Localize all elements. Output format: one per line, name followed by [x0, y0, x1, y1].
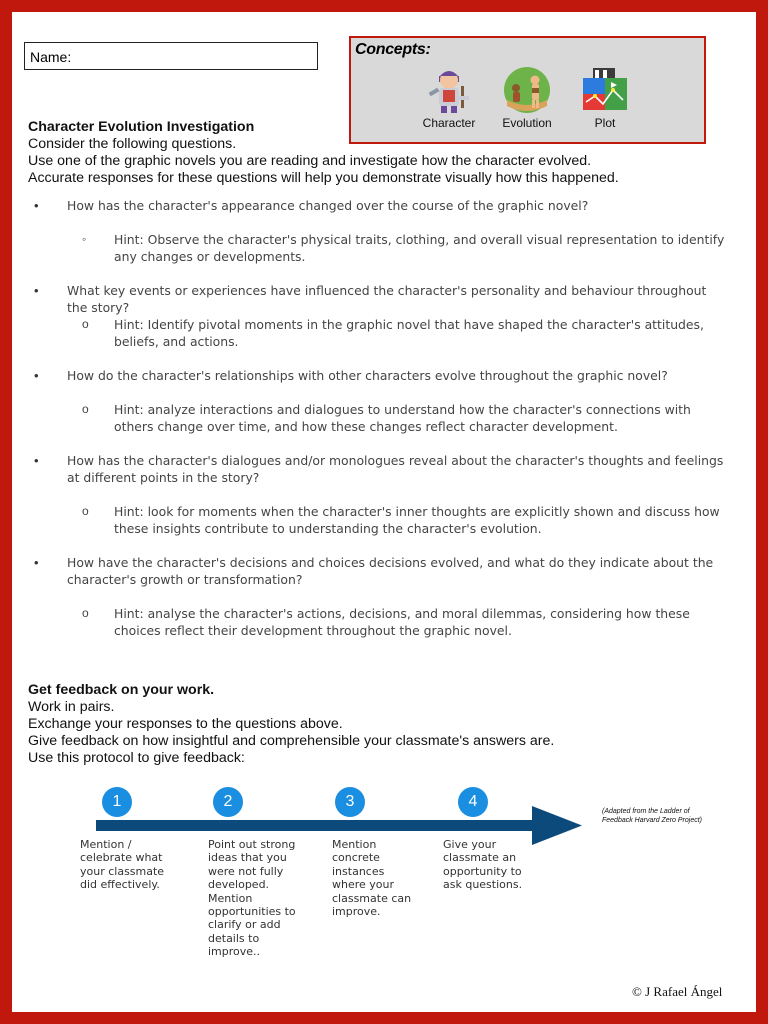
- hint-marker: o: [82, 317, 89, 331]
- step-number-badge: 2: [213, 787, 243, 817]
- hint-text: Hint: look for moments when the character's inner thoughts are explicitly shown and discuss how these insights contribute to understanding the character's evolution.: [114, 504, 720, 536]
- question-text: How have the character's decisions and choices decisions evolved, and what do they indicate about the character's growth or transformation?: [67, 555, 714, 587]
- step-text: Point out strong ideas that you were not fully developed. Mention opportunities to clarify or add details to improve..: [208, 838, 296, 959]
- hint-marker: o: [82, 504, 89, 518]
- intro-line: Accurate responses for these questions will help you demonstrate visually how this happened.: [28, 170, 619, 186]
- intro-section: [28, 119, 748, 187]
- source-note: (Adapted from the Ladder of Feedback Harvard Zero Project): [602, 808, 702, 824]
- hint-marker: o: [82, 402, 89, 416]
- intro-line: Consider the following questions.: [28, 136, 237, 152]
- concept-label: Evolution: [502, 116, 552, 130]
- feedback-line: Work in pairs.: [28, 699, 115, 715]
- concept-label: Character: [422, 116, 476, 130]
- question-text: How do the character's relationships with other characters evolve throughout the graphic novel?: [67, 368, 668, 383]
- worksheet-page: [12, 12, 756, 1012]
- bullet-marker: •: [34, 198, 39, 213]
- hint-marker: ◦: [82, 232, 87, 246]
- section-heading: Character Evolution Investigation: [28, 119, 255, 135]
- bullet-marker: •: [34, 368, 39, 383]
- step-number-badge: 3: [335, 787, 365, 817]
- plot-chart-icon: [577, 66, 633, 114]
- step-text: Mention / celebrate what your classmate did effectively.: [80, 838, 165, 892]
- name-label: Name:: [30, 49, 72, 65]
- question-text: What key events or experiences have influenced the character's personality and behaviour throughout the story?: [67, 283, 707, 315]
- question-text: How has the character's appearance changed over the course of the graphic novel?: [67, 198, 589, 213]
- feedback-line: Use this protocol to give feedback:: [28, 750, 245, 766]
- bullet-marker: •: [34, 283, 39, 298]
- human-evolution-icon: [499, 66, 555, 114]
- concept-label: Plot: [594, 116, 616, 130]
- hint-text: Hint: Observe the character's physical traits, clothing, and overall visual representation to identify any changes or developments.: [114, 232, 725, 264]
- feedback-line: Exchange your responses to the questions above.: [28, 716, 343, 732]
- hint-text: Hint: Identify pivotal moments in the graphic novel that have shaped the character's attitudes, beliefs, and actions.: [114, 317, 704, 349]
- concepts-title: Concepts:: [355, 41, 431, 58]
- section-heading: Get feedback on your work.: [28, 682, 215, 698]
- hint-text: Hint: analyse the character's actions, decisions, and moral dilemmas, considering how these choices reflect their development throughout the graphic novel.: [114, 606, 690, 638]
- intro-line: Use one of the graphic novels you are reading and investigate how the character evolved.: [28, 153, 592, 169]
- copyright-text: © J Rafael Ángel: [632, 984, 723, 999]
- knight-character-icon: [421, 66, 477, 114]
- step-text: Give your classmate an opportunity to ask questions.: [443, 838, 523, 892]
- step-text: Mention concrete instances where your classmate can improve.: [332, 838, 412, 919]
- hint-marker: o: [82, 606, 89, 620]
- bullet-marker: •: [34, 555, 39, 570]
- feedback-section: [28, 682, 748, 767]
- step-number-badge: 1: [102, 787, 132, 817]
- step-number-badge: 4: [458, 787, 488, 817]
- bullet-marker: •: [34, 453, 39, 468]
- name-field[interactable]: [24, 42, 318, 70]
- question-text: How has the character's dialogues and/or monologues reveal about the character's thoughts and feelings at different points in the story?: [67, 453, 724, 485]
- hint-text: Hint: analyze interactions and dialogues to understand how the character's connections with others change over time, and how these changes reflect character development.: [114, 402, 691, 434]
- feedback-line: Give feedback on how insightful and comprehensible your classmate's answers are.: [28, 733, 555, 749]
